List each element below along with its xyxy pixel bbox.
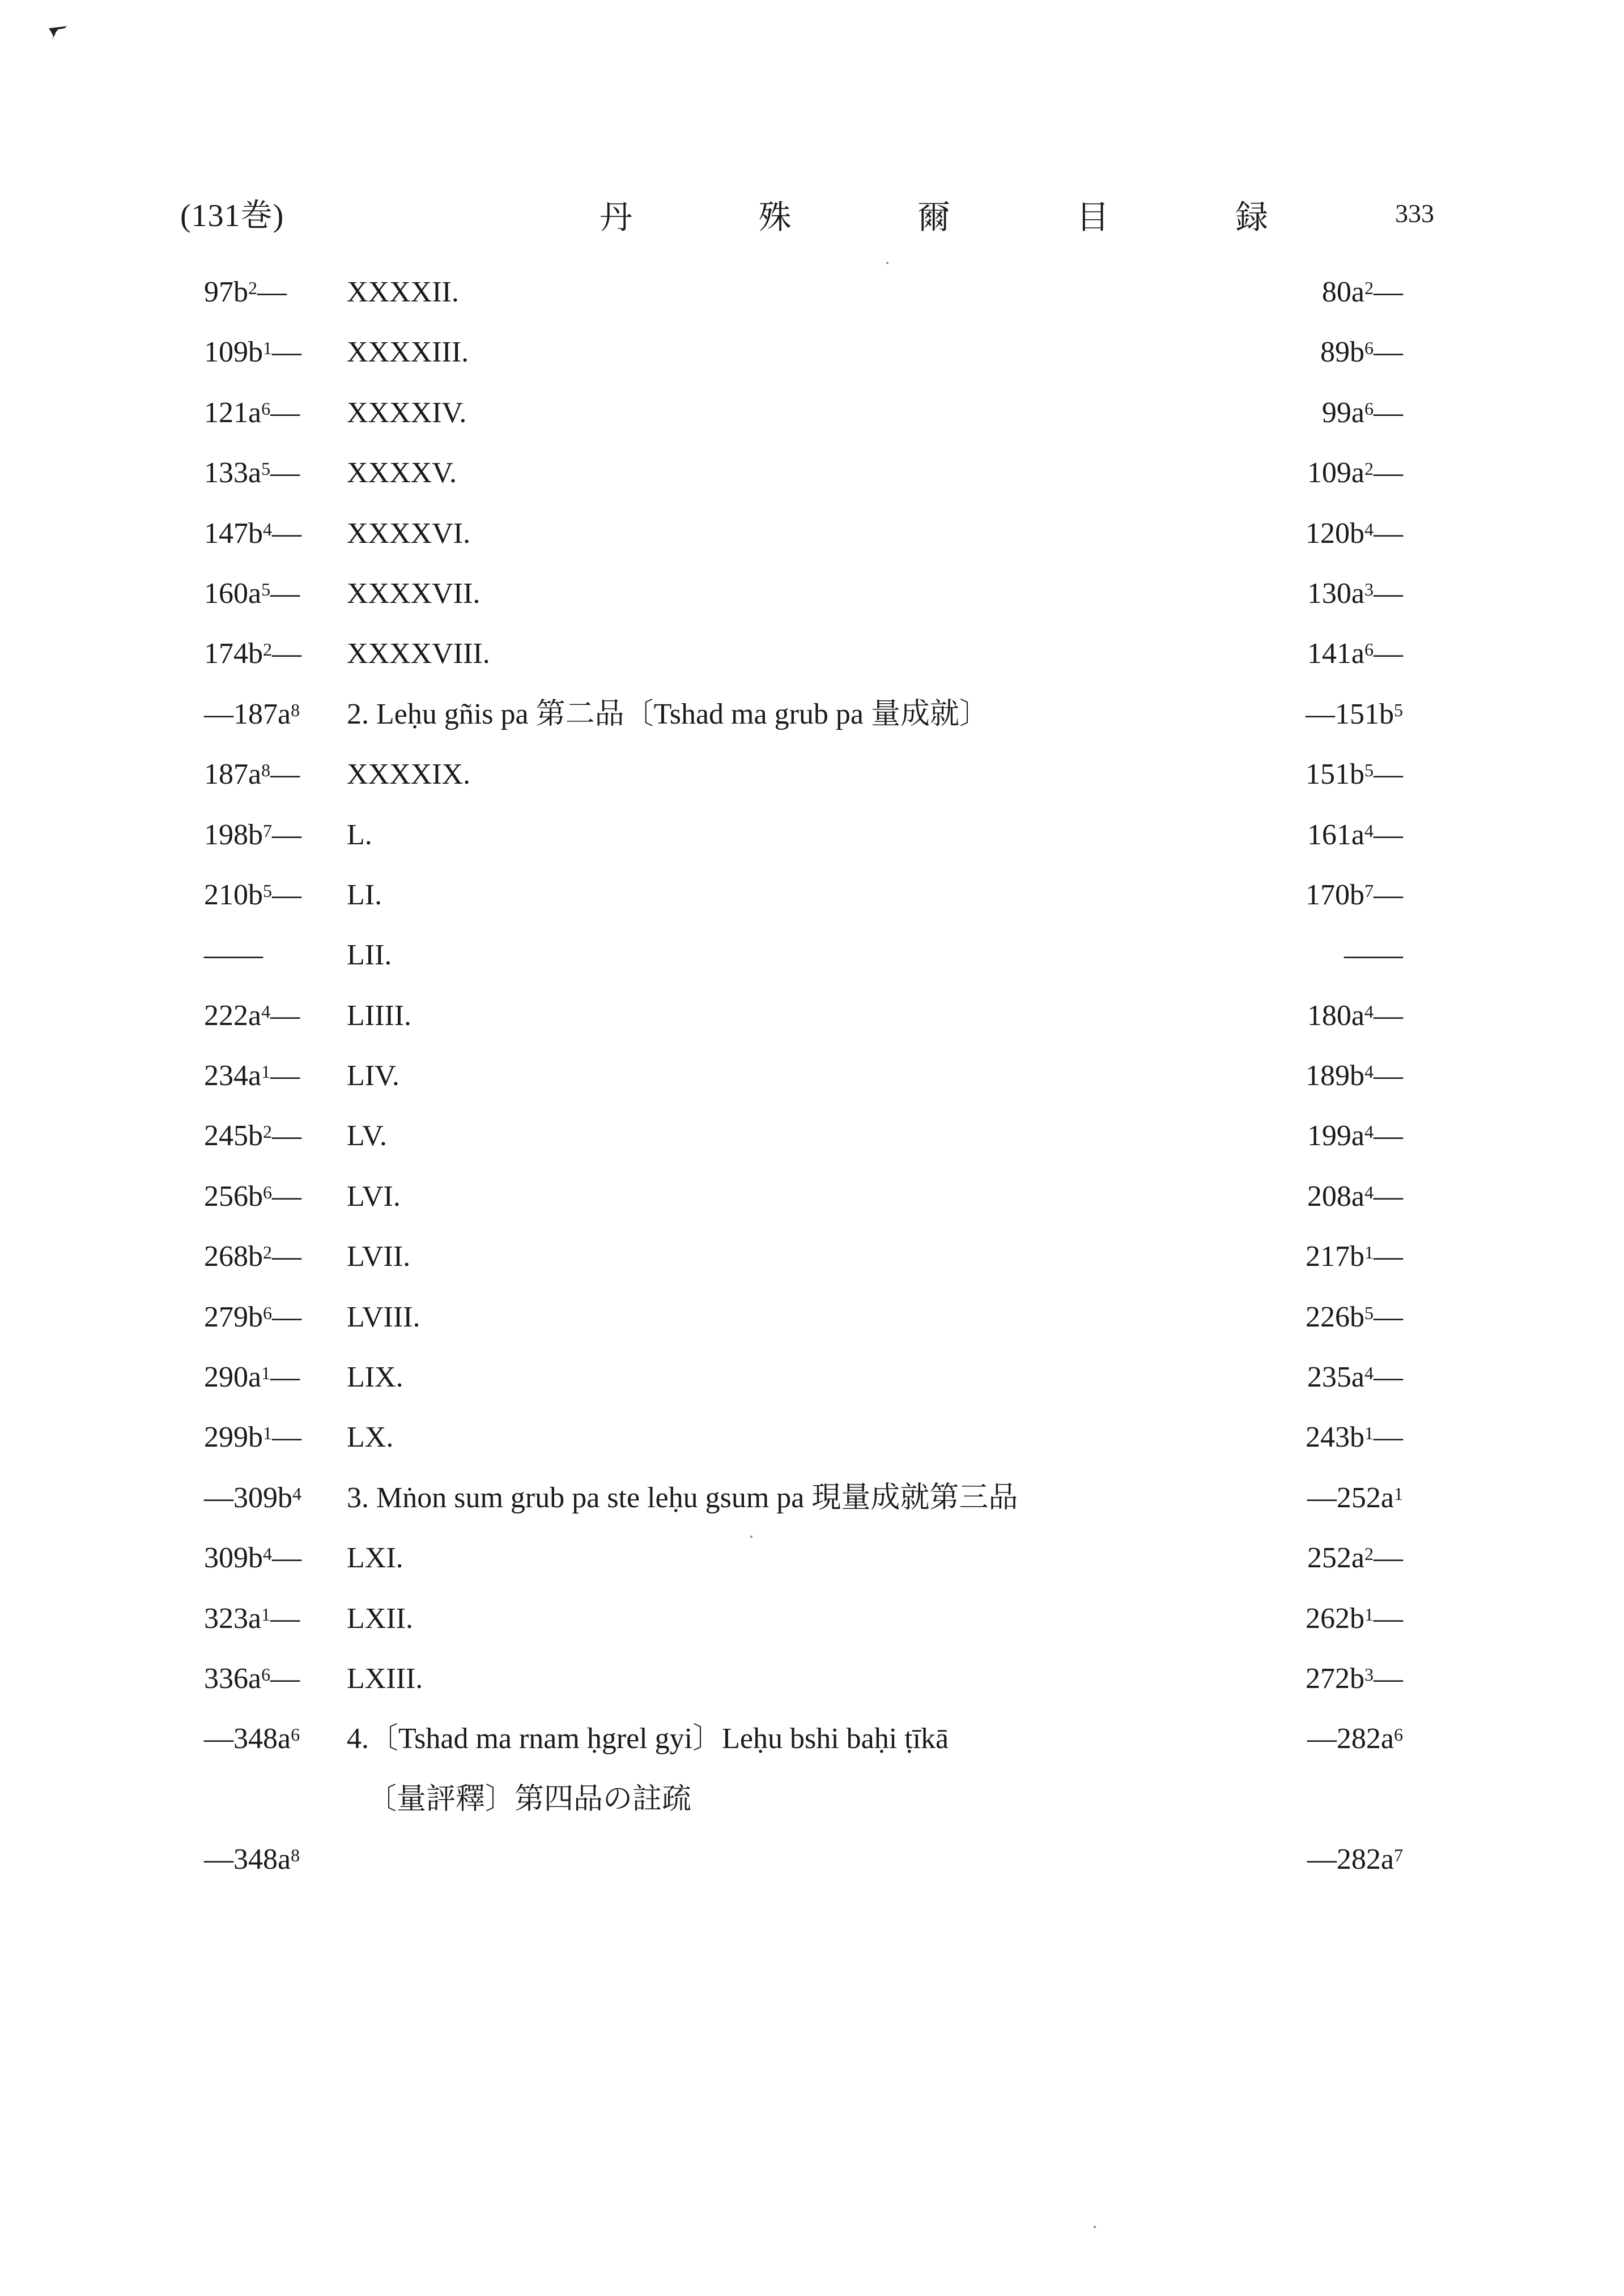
right-ref: $—282a^6$ (1307, 1723, 1403, 1755)
table-row (0, 396, 1624, 456)
table-row (0, 1059, 1624, 1119)
right-ref: $—282a^7$ (1307, 1843, 1403, 1876)
left-ref: $256b^6—$ (204, 1180, 301, 1213)
left-ref: $323a^1—$ (204, 1602, 300, 1635)
right-ref: $217b^1—$ (1306, 1240, 1403, 1273)
right-ref: $—151b^5$ (1306, 698, 1403, 730)
table-row (0, 818, 1624, 878)
left-ref: $210b^5—$ (204, 878, 301, 911)
right-ref: $272b^3—$ (1306, 1662, 1403, 1695)
entry-title: LIX. (347, 1361, 403, 1394)
catalog-table (0, 275, 1624, 1903)
left-ref: $309b^4—$ (204, 1542, 301, 1575)
entry-title: LVIII. (347, 1300, 420, 1333)
entry-title: XXXXVIII. (347, 637, 490, 670)
right-ref: $—252a^1$ (1307, 1481, 1403, 1514)
table-row (0, 1421, 1624, 1481)
entry-title: LI. (347, 878, 382, 911)
table-row (0, 1240, 1624, 1300)
entry-title: LIIII. (347, 999, 412, 1032)
right-ref: $199a^4—$ (1307, 1120, 1403, 1153)
section-title: 2. Leḥu gñis pa 第二品〔Tshad ma grub pa 量成就〕 (347, 698, 989, 730)
entry-title: LX. (347, 1421, 394, 1454)
entry-title: XXXXIV. (347, 396, 467, 429)
section-heading-continuation (0, 1783, 1624, 1843)
table-row (0, 637, 1624, 697)
entry-title: XXXXV. (347, 457, 457, 490)
entry-title: LVII. (347, 1240, 411, 1273)
left-ref: $268b^2—$ (204, 1240, 301, 1273)
right-ref: $89b^6—$ (1320, 336, 1403, 369)
right-ref: $170b^7—$ (1306, 878, 1403, 911)
section-heading-row (0, 1481, 1624, 1541)
table-row (0, 517, 1624, 577)
right-ref: $180a^4—$ (1307, 999, 1403, 1032)
section-title: 4.〔Tshad ma rnam ḥgrel gyi〕Leḥu bshi baḥi ṭīkā (347, 1723, 949, 1755)
page-number: 333 (1395, 199, 1434, 228)
table-row (0, 1541, 1624, 1601)
volume-label: (131巻) (180, 198, 284, 233)
scan-speck (886, 262, 888, 264)
table-row (0, 1180, 1624, 1240)
right-ref: $99a^6—$ (1321, 396, 1403, 429)
entry-title: LXIII. (347, 1662, 423, 1695)
left-ref: $97b^2—$ (204, 276, 287, 308)
scan-speck (750, 1536, 753, 1538)
left-ref: —— (204, 939, 263, 972)
table-row (0, 878, 1624, 938)
table-row (0, 456, 1624, 516)
entry-title: XXXXVII. (347, 577, 481, 610)
right-ref: $189b^4—$ (1306, 1060, 1403, 1092)
left-ref: $—348a^8$ (204, 1843, 300, 1876)
right-ref: $262b^1—$ (1306, 1602, 1403, 1635)
right-ref: $141a^6—$ (1307, 637, 1403, 670)
entry-title: LVI. (347, 1180, 401, 1213)
right-ref: $151b^5—$ (1306, 758, 1403, 791)
table-row (0, 1360, 1624, 1421)
entry-title: XXXXIII. (347, 336, 469, 369)
table-row (0, 577, 1624, 637)
right-ref: $208a^4—$ (1307, 1180, 1403, 1213)
right-ref: $226b^5—$ (1306, 1300, 1403, 1333)
left-ref: $147b^4—$ (204, 517, 301, 550)
table-row (0, 275, 1624, 335)
left-ref: $160a^5—$ (204, 577, 300, 610)
entry-title: XXXXII. (347, 276, 459, 308)
entry-title: LV. (347, 1120, 387, 1153)
left-ref: $198b^7—$ (204, 818, 301, 851)
left-ref: $245b^2—$ (204, 1120, 301, 1153)
scan-speck (1094, 2226, 1096, 2228)
left-ref: $—348a^6$ (204, 1723, 300, 1755)
right-ref: $80a^2—$ (1321, 276, 1403, 308)
left-ref: $279b^6—$ (204, 1300, 301, 1333)
left-ref: $109b^1—$ (204, 336, 301, 369)
entry-title: LII. (347, 939, 392, 972)
entry-title: LXII. (347, 1602, 413, 1635)
entry-title: LXI. (347, 1542, 403, 1575)
section-title: 3. Mṅon sum grub pa ste leḥu gsum pa 現量成就第三品 (347, 1481, 1018, 1514)
section-heading-row (0, 698, 1624, 758)
page-title: 丹 殊 爾 目 録 (600, 199, 1328, 236)
page-header (0, 190, 1624, 236)
left-ref: $—309b^4$ (204, 1481, 301, 1514)
table-row (0, 999, 1624, 1059)
left-ref: $222a^4—$ (204, 999, 300, 1032)
right-ref: $252a^2—$ (1307, 1542, 1403, 1575)
left-ref: $234a^1—$ (204, 1060, 300, 1092)
table-row (0, 938, 1624, 998)
table-row (0, 758, 1624, 818)
left-ref: $290a^1—$ (204, 1361, 300, 1394)
left-ref: $133a^5—$ (204, 457, 300, 490)
corner-scan-mark-icon (48, 25, 70, 42)
right-ref: $161a^4—$ (1307, 818, 1403, 851)
left-ref: $174b^2—$ (204, 637, 301, 670)
right-ref: $243b^1—$ (1306, 1421, 1403, 1454)
left-ref: $121a^6—$ (204, 396, 300, 429)
table-row (0, 335, 1624, 396)
table-row (0, 1662, 1624, 1722)
right-ref: —— (1344, 939, 1403, 972)
entry-title: XXXXIX. (347, 758, 471, 791)
section-title-continuation: 〔量評釋〕第四品の註疏 (367, 1783, 692, 1815)
table-row (0, 1300, 1624, 1360)
right-ref: $235a^4—$ (1307, 1361, 1403, 1394)
entry-title: LIV. (347, 1060, 399, 1092)
table-row (0, 1602, 1624, 1662)
left-ref: $187a^8—$ (204, 758, 300, 791)
entry-title: XXXXVI. (347, 517, 471, 550)
left-ref: $—187a^8$ (204, 698, 300, 730)
left-ref: $299b^1—$ (204, 1421, 301, 1454)
right-ref: $109a^2—$ (1307, 457, 1403, 490)
right-ref: $130a^3—$ (1307, 577, 1403, 610)
left-ref: $336a^6—$ (204, 1662, 300, 1695)
entry-title: L. (347, 818, 372, 851)
table-row (0, 1119, 1624, 1179)
section-heading-row (0, 1722, 1624, 1782)
right-ref: $120b^4—$ (1306, 517, 1403, 550)
table-row (0, 1843, 1624, 1903)
